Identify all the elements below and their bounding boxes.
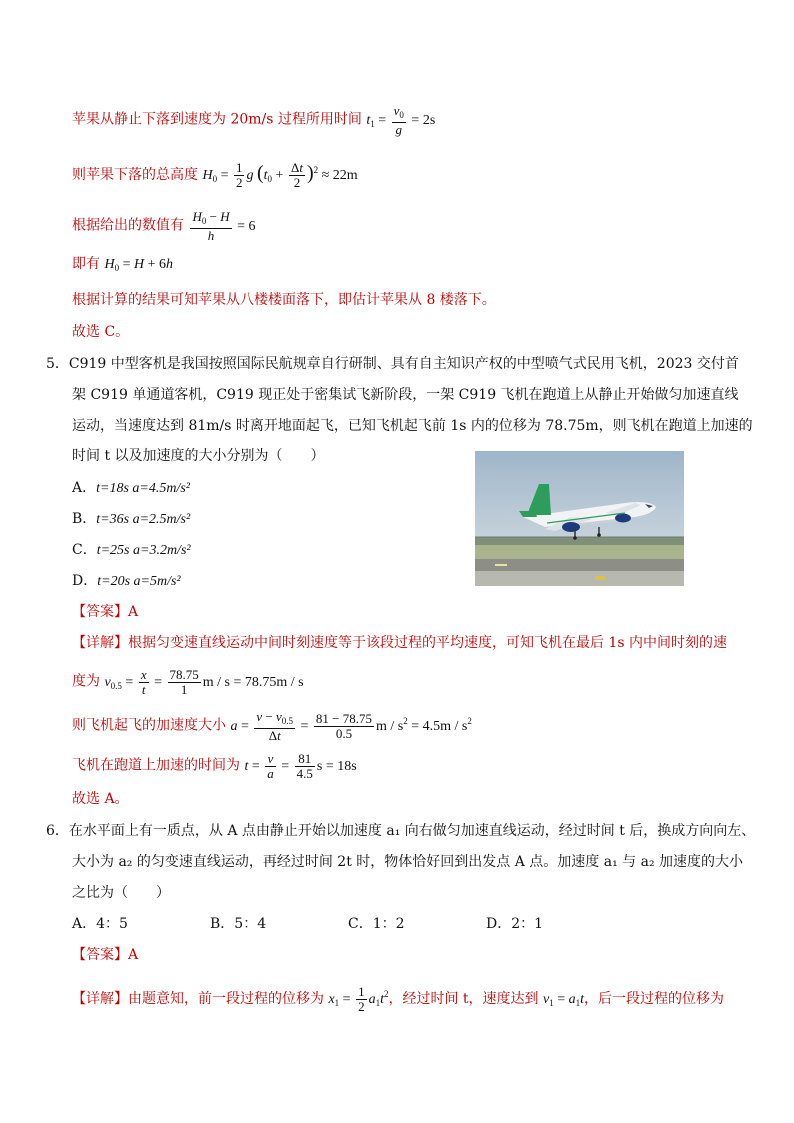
airplane-photo-icon: [475, 451, 684, 586]
detail-formula: t = $\frac{v}{a}$ = $\frac{81}{4.5}$ s = 18s: [244, 751, 357, 781]
q5-line-2: 架 C919 单通道客机，C919 现正处于密集试飞新阶段，一架 C919 飞机在跑道上从静止开始做匀加速直线: [72, 387, 739, 403]
prev-line-4-text: 即有: [72, 256, 100, 272]
q5-detail-2: [72, 668, 304, 697]
detail-text: 根据匀变速直线运动中间时刻速度等于该段过程的平均速度，可知飞机在最后 1s 内中间时刻的速: [128, 635, 727, 651]
detail-formula: $v_{0.5}$ = $\frac{x}{t}$ = $\frac{78.75}{1}$ m / s = 78.75m / s: [104, 667, 304, 697]
q5-conclusion: 故选 A。: [72, 791, 129, 807]
option-text: 4：5: [96, 916, 128, 932]
prev-line-1: [72, 104, 435, 137]
q5-answer: [72, 602, 138, 622]
option-text: 5：4: [234, 916, 267, 932]
answer-tag: 【答案】: [72, 604, 128, 620]
prev-line-3-text: 根据给出的数值有: [72, 217, 184, 234]
detail-text: 则飞机起飞的加速度大小: [72, 717, 226, 734]
detail-text: ，后一段过程的位移为: [584, 991, 725, 1007]
prev-line-3: [72, 210, 255, 243]
option-label: D．: [486, 916, 512, 932]
detail-formula: a = $\frac{v - v_{0.5}}{\Delta t}$ = $\frac{81 - 78.75}{0.5}$ $m / s^2 = 4.5m / s^2$: [230, 709, 472, 743]
q6-line-2: 大小为 a₂ 的匀变速直线运动，再经过时间 2t 时，物体恰好回到出发点 A 点。加速度 a₁ 与 a₂ 加速度的大小: [72, 854, 744, 870]
prev-line-2-formula: $H_0$ = $\frac{1}{2}$ g ($t_0$ + $\frac{\Delta t}{2}$ )$^2$ ≈ 22m: [202, 160, 358, 191]
detail-text: 飞机在跑道上加速的时间为: [72, 757, 240, 774]
option-text: t=36s a=2.5m/s²: [96, 512, 191, 527]
option-label: D．: [72, 573, 98, 589]
airplane-photo: [475, 451, 684, 586]
option-text: 2：1: [511, 916, 544, 932]
q5-option-a[interactable]: [72, 478, 190, 499]
q6-line-3: 之比为（ ）: [72, 885, 170, 901]
q6-detail-1: [72, 984, 724, 1014]
q5-detail-4: [72, 752, 357, 781]
q6-answer: [72, 945, 138, 965]
q5-line-4: 时间 t 以及加速度的大小分别为（ ）: [72, 448, 325, 464]
prev-line-6: 故选 C。: [72, 324, 130, 340]
prev-line-4: [72, 254, 173, 278]
q6-option-d[interactable]: [486, 914, 543, 934]
detail-tag: 【详解】: [72, 991, 128, 1007]
q5-option-c[interactable]: [72, 540, 191, 561]
q5-line-3: 运动，当速度达到 81m/s 时离开地面起飞，已知飞机起飞前 1s 内的位移为 78.75m，则飞机在跑道上加速的: [72, 418, 753, 434]
prev-line-2-text: 则苹果下落的总高度: [72, 167, 198, 183]
detail-text: ，经过时间 t，速度达到: [388, 991, 539, 1007]
detail-text: 度为: [72, 673, 100, 690]
detail-text: 由题意知，前一段过程的位移为: [128, 991, 324, 1007]
option-label: B．: [72, 511, 97, 527]
q6-option-b[interactable]: [210, 914, 266, 934]
option-text: t=18s a=4.5m/s²: [96, 481, 191, 496]
prev-line-5: 根据计算的结果可知苹果从八楼楼面落下，即估计苹果从 8 楼落下。: [72, 292, 496, 308]
detail-formula: $v_1 = a_1t$: [543, 992, 585, 1008]
prev-line-2: [72, 160, 358, 190]
option-text: t=20s a=5m/s²: [97, 574, 181, 589]
detail-tag: 【详解】: [72, 635, 128, 651]
q5-detail-3: [72, 710, 472, 743]
answer-value: A: [128, 604, 139, 620]
option-label: A．: [72, 480, 97, 496]
option-label: B．: [210, 916, 235, 932]
answer-tag: 【答案】: [72, 947, 128, 963]
prev-line-1-text: 苹果从静止下落到速度为 20m/s 过程所用时间: [72, 111, 362, 128]
option-label: C．: [348, 916, 373, 932]
prev-line-4-formula: $H_0 = H + 6h$: [104, 257, 174, 273]
q6-option-c[interactable]: [348, 914, 405, 934]
q5-detail-1: [72, 633, 727, 653]
answer-value: A: [128, 947, 139, 963]
prev-line-1-formula: $t_1$ = $\frac{v_0}{g}$ = 2s: [366, 103, 436, 137]
option-label: C．: [72, 542, 97, 558]
q5-option-d[interactable]: [72, 571, 181, 592]
option-label: A．: [72, 916, 97, 932]
q6-option-a[interactable]: [72, 914, 128, 934]
detail-formula: $x_1$ = $\frac{1}{2}$ $a_1t^2$: [328, 984, 389, 1015]
q5-line-1: 5．C919 中型客机是我国按照国际民航规章自行研制、具有自主知识产权的中型喷气式民用飞机，2023 交付首: [46, 356, 739, 372]
q6-line-1: 6．在水平面上有一质点，从 A 点由静止开始以加速度 a₁ 向右做匀加速直线运动，经过时间 t 后，换成方向向左、: [46, 823, 756, 839]
q5-option-b[interactable]: [72, 509, 190, 530]
prev-line-3-formula: $\frac{H_0 - H}{h}$ = 6: [192, 209, 256, 243]
option-text: t=25s a=3.2m/s²: [96, 543, 191, 558]
option-text: 1：2: [372, 916, 405, 932]
